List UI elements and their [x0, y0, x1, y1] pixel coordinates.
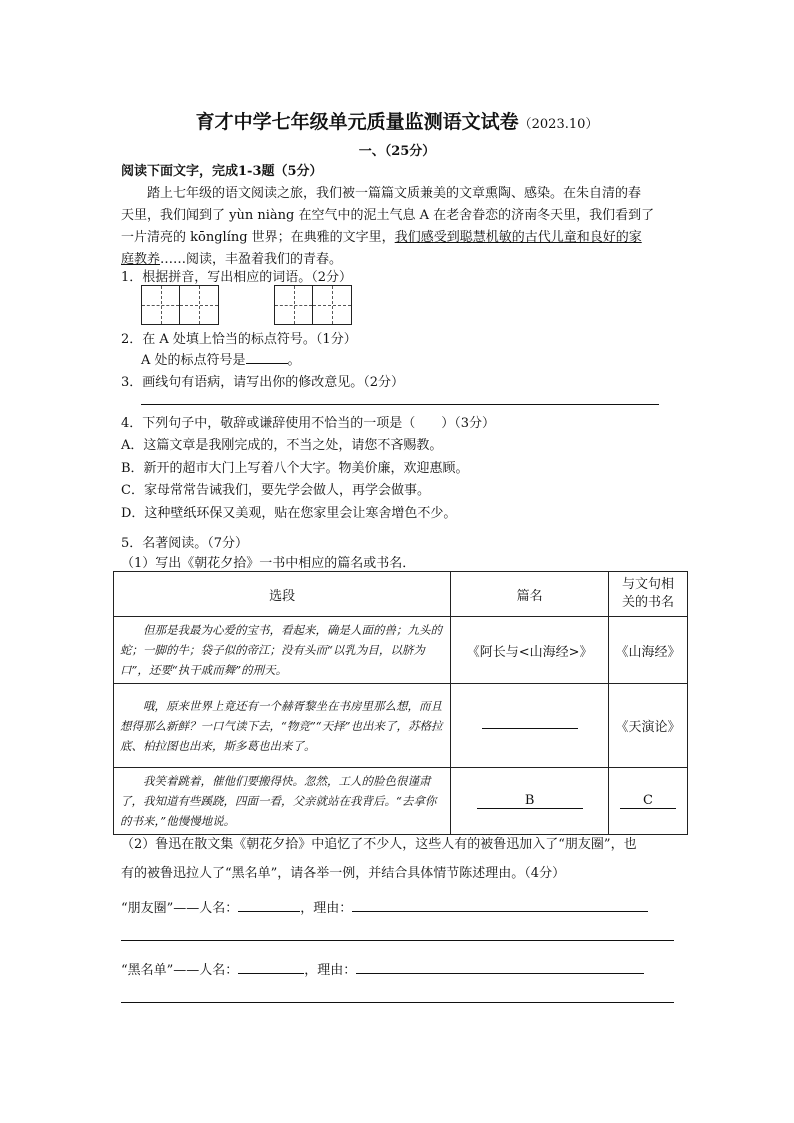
option-b: B．新开的超市大门上写着八个大字。物美价廉，欢迎惠顾。 [121, 461, 469, 476]
question-3: 3．画线句有语病，请写出你的修改意见。（2分） [121, 375, 405, 390]
table-row [114, 684, 688, 768]
book-cell: 《天演论》 [609, 684, 688, 768]
answer-grid-2[interactable] [274, 285, 352, 325]
answer-line-blacklist[interactable] [121, 1002, 674, 1003]
question-2: 2．在 A 处填上恰当的标点符号。（1分） [121, 332, 357, 347]
question-2-answer [141, 349, 301, 368]
friends-circle-label: “朋友圈”——人名： [121, 901, 239, 916]
answer-prefix: A 处的标点符号是 [141, 353, 246, 368]
table-header-row [114, 572, 688, 617]
header-excerpt: 选段 [114, 572, 451, 617]
question-1: 1．根据拼音，写出相应的词语。（2分） [121, 270, 353, 285]
question-5-sub2-line2: 有的被鲁迅拉人了“黑名单”，请各举一例，并结合具体情节陈述理由。（4分） [121, 866, 566, 881]
book-cell: 《山海经》 [609, 617, 688, 684]
friend-reason-blank[interactable] [352, 897, 648, 912]
friend-name-blank[interactable] [238, 897, 300, 912]
exam-date: （2023.10） [518, 117, 599, 132]
book-cell[interactable] [609, 768, 688, 835]
table-row [114, 768, 688, 835]
underlined-sentence-part1: 我们感受到聪慧机敏的古代儿童和良好的家 [394, 230, 642, 245]
grid-cell[interactable] [180, 286, 218, 324]
blacklist-reason-blank[interactable] [356, 959, 644, 974]
friends-circle-line [121, 897, 648, 916]
blacklist-line [121, 959, 644, 978]
table-row [114, 617, 688, 684]
blacklist-name-blank[interactable] [238, 959, 304, 974]
excerpt-cell: 我笑着跳着，催他们要搬得快。忽然，工人的脸色很谨肃了，我知道有些蹊跷，四面一看，父亲就站在我背后。“去拿你的书来，”他慢慢地说。 [114, 768, 451, 835]
book-blank-c[interactable]: C [620, 793, 676, 809]
question-5: 5．名著阅读。（7分） [121, 536, 249, 551]
reading-instruction: 阅读下面文字，完成1-3题（5分） [121, 164, 323, 179]
answer-grid-1[interactable] [141, 285, 219, 325]
passage-line-4b: ……阅读，丰盈着我们的青春。 [160, 252, 343, 267]
section-heading: 一、（25分） [358, 144, 436, 159]
grid-cell[interactable] [142, 286, 180, 324]
reading-table [113, 571, 688, 835]
reason-label: ，理由： [300, 901, 353, 916]
title-blank[interactable] [482, 728, 578, 729]
header-book-line1: 与文句相 [622, 577, 675, 592]
passage-line-2: 天里，我们闻到了 yùn niàng 在空气中的泥土气息 A 在老舍眷恋的济南冬天里，我们看到了 [121, 208, 655, 223]
title-cell[interactable] [451, 768, 609, 835]
passage-line-4 [121, 248, 342, 267]
passage-line-3a: 一片清亮的 kōnglíng 世界；在典雅的文字里， [121, 230, 395, 245]
header-book [609, 572, 688, 617]
header-book-line2: 关的书名 [622, 595, 675, 610]
passage-line-3 [121, 226, 642, 245]
answer-suffix: 。 [287, 353, 301, 368]
page-title [0, 107, 794, 134]
option-a: A．这篇文章是我刚完成的，不当之处，请您不吝赐教。 [121, 438, 443, 453]
question-5-sub2-line1: （2）鲁迅在散文集《朝花夕拾》中追忆了不少人，这些人有的被鲁迅加入了“朋友圈”，也 [121, 837, 637, 852]
answer-line-friend[interactable] [121, 940, 674, 941]
passage-line-1: 踏上七年级的语文阅读之旅，我们被一篇篇文质兼美的文章熏陶、感染。在朱自清的春 [147, 186, 642, 201]
excerpt-cell: 哦，原来世界上竟还有一个赫胥黎坐在书房里那么想，而且想得那么新鲜？一口气读下去，“物竞”“天择”也出来了，苏格拉底、柏拉图也出来，斯多葛也出来了。 [114, 684, 451, 768]
underlined-sentence-part2: 庭教养 [121, 252, 161, 267]
grid-cell[interactable] [313, 286, 351, 324]
question-5-sub1: （1）写出《朝花夕拾》一书中相应的篇名或书名． [121, 556, 416, 571]
header-title: 篇名 [451, 572, 609, 617]
option-d: D．这种壁纸环保又美观，贴在您家里会让寒舍增色不少。 [121, 506, 457, 521]
excerpt-cell: 但那是我最为心爱的宝书，看起来，确是人面的兽；九头的蛇；一脚的牛；袋子似的帝江；没有头而“以乳为目，以脐为口”，还要“执干戚而舞”的刑天。 [114, 617, 451, 684]
option-c: C．家母常常告诫我们，要先学会做人，再学会做事。 [121, 483, 430, 498]
answer-line-q3[interactable] [141, 404, 659, 405]
title-blank-b[interactable]: B [477, 793, 583, 809]
title-cell[interactable] [451, 684, 609, 768]
punctuation-blank[interactable] [246, 349, 288, 364]
question-4: 4．下列句子中，敬辞或谦辞使用不恰当的一项是（ ）（3分） [121, 416, 496, 431]
title-text: 育才中学七年级单元质量监测语文试卷 [195, 111, 519, 133]
blacklist-label: “黑名单”——人名： [121, 963, 239, 978]
reason-label: ，理由： [304, 963, 357, 978]
grid-cell[interactable] [275, 286, 313, 324]
title-cell: 《阿长与<山海经>》 [451, 617, 609, 684]
